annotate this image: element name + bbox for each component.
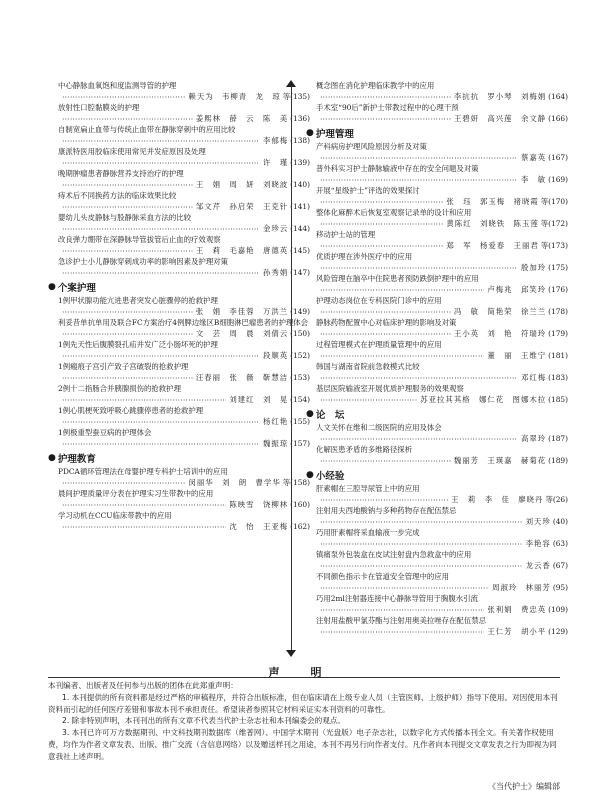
toc-entry-page: (160) [290,500,310,509]
leader-dots [320,516,523,527]
leader-dots [62,245,193,256]
toc-entry-byline [48,245,310,256]
toc-entry-title: 康派特医用胶临床使用常见并发症原因及处理 [58,147,206,156]
leader-dots [320,494,448,505]
leader-dots [62,416,260,427]
toc-entry-byline [48,157,310,168]
toc-entry-page: (138) [290,136,310,145]
toc-entry[interactable] [306,483,568,505]
toc-entry-page: (179) [548,329,568,338]
leader-dots [62,135,260,146]
leader-dots [62,267,260,278]
toc-entry-page: 等(173) [540,241,568,250]
toc-entry-byline [306,538,568,549]
toc-entry-authors: 殷加玲 [520,263,547,272]
leader-dots [320,113,451,124]
toc-entry-title: 1例极重型蚕豆病的护理体会 [58,428,152,437]
toc-entry[interactable] [306,317,568,339]
toc-entry-page: (181) [548,351,568,360]
toc-entry[interactable] [306,571,568,593]
toc-entry-page: (141) [290,202,310,211]
toc-entry-byline [48,350,310,361]
toc-entry-title: 不同颜色指示卡在管道安全管理中的应用 [316,572,450,581]
toc-entry-byline [48,306,310,317]
toc-entry-authors: 王仁芳 胡小平 [487,627,547,636]
toc-entry[interactable] [306,422,568,444]
toc-entry-authors: 王碧妍 高兴莲 余文静 [453,114,547,123]
toc-entry-title: 自制宽扁止血带与传统止血带在静脉穿刺中的应用比较 [58,125,236,134]
section-bullet-icon: ● [306,128,314,138]
toc-entry[interactable] [48,361,310,383]
toc-entry-authors: 闵丽华 刘 朗 曹学华 [188,478,281,487]
toc-entry-page: (144) [290,224,310,233]
declaration-rule [48,677,560,678]
toc-entry-byline [48,477,310,488]
toc-entry-authors: 许 瑾 [262,158,289,167]
toc-entry-authors: 刘天珍 [525,517,551,526]
leader-dots [320,604,484,615]
toc-entry-authors: 沈 怡 王亚梅 [229,522,289,531]
toc-entry-title: 概念图在消化护理临床教学中的应用 [316,81,435,90]
toc-entry-byline [306,516,568,527]
toc-entry-page: (189) [548,456,568,465]
toc-entry-title: 普外科实习护士静脉输液中存在的安全问题及对策 [316,164,479,173]
toc-entry-title: 人文关怀在维和二级医院的应用及体会 [316,423,442,432]
toc-entry-authors: 王 莉 李 佳 廖晓丹 [451,495,544,504]
toc-entry-page: (154) [290,395,310,404]
toc-entry-authors: 蔡嘉英 [520,153,547,162]
toc-entry-page: (183) [548,373,568,382]
toc-entry-title: 2例十二指肠合并胰腺损伤的抢救护理 [58,384,181,393]
toc-entry-title: 韩国与湖南省院前急救模式比较 [316,362,420,371]
toc-entry-page: (109) [548,605,568,614]
toc-entry-authors: 郑 军 杨爱春 王丽君 [446,241,539,250]
column-divider-bottom-arrow [286,650,296,657]
leader-dots [320,433,518,444]
leader-dots [320,196,443,207]
toc-entry-byline [48,499,310,510]
toc-entry-title: 1例心肌梗死致呼吸心跳骤停患者的抢救护理 [58,406,204,415]
toc-entry[interactable] [48,146,310,168]
toc-entry-byline [306,174,568,185]
toc-entry-byline [48,521,310,532]
toc-entry[interactable] [306,229,568,251]
toc-entry-byline [306,372,568,383]
toc-entry-page: (157) [290,439,310,448]
toc-entry-page: (164) [548,92,568,101]
toc-entry[interactable] [48,383,310,405]
section-heading [48,280,310,294]
toc-entry-byline [48,328,310,339]
toc-entry-byline [48,135,310,146]
toc-entry-authors: 魏丽芳 王瑛嘉 赫菊花 [453,456,547,465]
declaration-item-3: 3. 本刊已许可万方数据期刊、中文科技期刊数据库（维普网）、中国学术期刊（光盘版）电子杂志社，以数字化方式传播本刊全文。有关著作权使用费，均作为作者文章发表、出版、推广交流（含信息网络）以及赠送样刊之用途，本刊不再另行向作者支付。凡作者向本刊提交文章发表之行为即视为同意我社上述声明。 [48,728,557,761]
toc-entry-page: (185) [548,395,568,404]
toc-entry[interactable] [306,295,568,317]
toc-entry-title: 整体化麻醉术后恢复室观察记录单的设计和应用 [316,208,472,217]
toc-entry-byline [306,218,568,229]
toc-entry-page: (95) [552,583,568,592]
toc-entry[interactable] [48,405,310,427]
toc-entry-byline [306,604,568,615]
leader-dots [62,350,260,361]
toc-entry-byline [48,372,310,383]
leader-dots [320,262,518,273]
section-bullet-icon: ● [48,282,56,292]
section-bullet-icon: ● [306,470,314,480]
leader-dots [62,157,260,168]
toc-entry-page: (153) [290,373,310,382]
toc-entry-page: 等(158) [282,478,310,487]
toc-entry-byline [48,113,310,124]
toc-right-column [306,80,568,637]
toc-entry-byline [306,494,568,505]
toc-entry-page: (155) [290,417,310,426]
toc-entry-page: (152) [290,351,310,360]
toc-entry[interactable] [48,234,310,256]
toc-entry[interactable] [306,273,568,295]
toc-entry-byline [306,455,568,466]
toc-entry[interactable] [48,102,310,124]
section-bullet-icon: ● [48,453,56,463]
toc-entry-authors: 王小英 刘 艳 符瑞玲 [453,329,547,338]
toc-entry-title: 1例甲状腺功能亢进患者突发心脏骤停的抢救护理 [58,296,218,305]
toc-entry-title: 1例先天性后腹膜裂孔疝并发广泛小肠坏死的护理 [58,340,218,349]
leader-dots [320,394,417,405]
declaration-item-2: 2. 除非特别声明，本刊刊出的所有文章不代表当代护士杂志社和本刊编委会的观点。 [62,716,346,726]
toc-entry-authors: 张 珏 郭玉梅 褚晓霞 [446,197,539,206]
leader-dots [62,372,193,383]
toc-entry-page: (150) [290,329,310,338]
leader-dots [62,477,185,488]
toc-entry-page: (176) [548,285,568,294]
leader-dots [320,455,451,466]
toc-entry-page: 等(135) [282,92,310,101]
toc-entry-title: 优质护理在涉外医疗中的应用 [316,252,413,261]
toc-entry-authors: 段顺英 [262,351,289,360]
toc-entry[interactable] [306,615,568,637]
toc-entry[interactable] [48,212,310,234]
toc-entry-authors: 刘建红 刘 晃 [229,395,289,404]
toc-entry[interactable] [48,427,310,449]
toc-entry-page: (63) [552,539,568,548]
toc-entry-title: 手术室“90后”新护士带教过程中的心理干预 [316,103,459,112]
toc-entry-page: (140) [290,180,310,189]
toc-entry[interactable] [48,168,310,190]
toc-entry-page: (136) [290,114,310,123]
toc-entry-page: (187) [548,434,568,443]
section-bullet-icon: ● [306,409,314,419]
toc-entry[interactable] [306,593,568,615]
toc-entry-page: (169) [548,175,568,184]
toc-entry-byline [306,433,568,444]
section-name: 小经验 [315,471,345,482]
toc-entry-title: 中心静脉血氧饱和度监测导管的护理 [58,81,177,90]
declaration-body [48,680,560,763]
toc-entry-byline [306,284,568,295]
leader-dots [62,306,193,317]
toc-entry-title: 化解医患矛盾的多维路径探析 [316,445,413,454]
toc-entry-page: (145) [290,246,310,255]
toc-entry[interactable] [48,295,310,317]
toc-entry[interactable] [48,80,310,102]
leader-dots [62,223,260,234]
toc-entry[interactable] [48,317,310,339]
toc-entry-authors: 文 芸 周 晨 刘倩云 [195,329,289,338]
declaration-title: 声 明 [268,666,332,679]
toc-entry-authors: 董 丽 王维宁 [487,351,547,360]
toc-entry[interactable] [48,466,310,488]
toc-entry-byline [48,438,310,449]
section-name: 个案护理 [57,283,96,294]
toc-entry-title: 1例瘢痕子宫引产致子宫破裂的抢救护理 [58,362,189,371]
toc-entry[interactable] [306,361,568,383]
toc-entry-authors: 王 莉 毛嘉艳 唐德英 [195,246,289,255]
toc-entry[interactable] [48,124,310,146]
leader-dots [320,372,518,383]
toc-entry[interactable] [306,207,568,229]
toc-entry[interactable] [48,510,310,532]
toc-entry-title: 改良弹力绷带在深静脉导管拔管后止血的疗效观察 [58,235,221,244]
leader-dots [320,91,451,102]
toc-entry-page: (175) [548,263,568,272]
section-heading [306,468,568,482]
toc-entry-authors: 李 敏 [520,175,547,184]
section-heading [306,126,568,140]
toc-entry-page: (67) [552,561,568,570]
toc-entry-title: 产科病房护理风险原因分析及对策 [316,142,427,151]
toc-entry-title: 急诊护士小儿静脉穿刺成功率的影响因素及护理对策 [58,257,228,266]
toc-entry-byline [306,328,568,339]
toc-entry-byline [306,91,568,102]
toc-entry-title: 巧用肝素帽将采血输液一步完成 [316,528,420,537]
toc-entry-page: 等(26) [545,495,568,504]
toc-entry-byline [48,394,310,405]
leader-dots [62,438,260,449]
leader-dots [62,521,226,532]
toc-entry-authors: 陈映雪 饶柳林 [229,500,289,509]
toc-entry[interactable] [306,444,568,466]
toc-entry-title: 晚期肿瘤患者静脉营养支持治疗的护理 [58,169,184,178]
toc-entry-byline [306,240,568,251]
toc-entry-authors: 孙秀娟 [262,268,289,277]
toc-entry-authors: 姜熙林 薛 云 陈 美 [195,114,289,123]
leader-dots [320,626,484,637]
toc-entry-page: (139) [290,158,310,167]
toc-entry-title: 放射性口腔黏膜炎的护理 [58,103,140,112]
toc-entry-authors: 周淑玲 林丽芳 [492,583,551,592]
toc-entry-authors: 卢梅兆 邱笑玲 [487,285,547,294]
column-divider [291,86,292,651]
toc-entry-authors: 黄陈红 刘晓铁 陈玉莲 [446,219,539,228]
leader-dots [320,560,523,571]
toc-entry-title: 利妥昔单抗单用及联合FC方案治疗4例脾边缘区B细胞淋巴瘤患者的护理体会 [58,318,309,327]
toc-entry-title: PDCA循环管理法在母婴护理专科护士培训中的应用 [58,467,228,476]
toc-entry-title: 婴幼儿头皮静脉与股静脉采血方法的比较 [58,213,192,222]
declaration-intro: 本刊编者、出版者及任何参与出版的团体在此郑重声明： [48,681,238,690]
leader-dots [62,328,193,339]
toc-entry[interactable] [48,190,310,212]
leader-dots [62,179,193,190]
leader-dots [320,328,451,339]
toc-entry-byline [306,113,568,124]
toc-entry[interactable] [306,505,568,527]
toc-entry-page: (147) [290,268,310,277]
toc-entry[interactable] [48,256,310,278]
toc-entry[interactable] [306,251,568,273]
toc-entry-byline [306,306,568,317]
toc-entry-authors: 赖天为 韦柳青 龙 琼 [188,92,281,101]
toc-entry[interactable] [48,488,310,510]
toc-entry-page: (40) [552,517,568,526]
toc-entry-byline [48,91,310,102]
toc-entry-byline [306,626,568,637]
toc-entry[interactable] [306,383,568,405]
leader-dots [62,201,193,212]
toc-entry-authors: 王 娟 周 妍 刘晓波 [195,180,289,189]
leader-dots [62,113,193,124]
leader-dots [320,240,443,251]
toc-entry-authors: 李艳容 [525,539,551,548]
toc-entry[interactable] [48,339,310,361]
toc-entry-byline [306,262,568,273]
section-name: 护理管理 [315,129,354,140]
leader-dots [62,499,226,510]
section-name: 护理教育 [57,454,96,465]
toc-entry-page: (167) [548,153,568,162]
leader-dots [320,218,443,229]
leader-dots [320,306,451,317]
toc-entry-page: (162) [290,522,310,531]
toc-entry[interactable] [306,141,568,163]
toc-entry-byline [306,394,568,405]
toc-entry-title: 静脉药物配置中心对临床护理的影响及对策 [316,318,457,327]
toc-entry-title: 痔术后不同换药方法的临床效果比较 [58,191,177,200]
leader-dots [320,152,518,163]
toc-entry-title: 开展“星级护士”评选的效果探讨 [316,186,420,195]
toc-entry[interactable] [306,527,568,549]
leader-dots [320,582,489,593]
toc-entry-authors: 苏亚拉其其格 娜仁花 图娜木拉 [420,395,547,404]
toc-entry-page: (129) [548,627,568,636]
toc-entry-authors: 邓红梅 [520,373,547,382]
toc-entry-byline [48,267,310,278]
toc-entry-title: 过程管理模式在护理质量管理中的应用 [316,340,442,349]
toc-entry-title: 肝素帽在三腔导尿管上中的应用 [316,484,420,493]
toc-entry[interactable] [306,80,568,102]
declaration-signature: 《当代护士》编辑部 [488,782,560,791]
toc-entry-authors: 金珍云 [262,224,289,233]
toc-entry-title: 巧用2ml注射器连接中心静脉导管用于胸腹水引流 [316,594,478,603]
toc-entry-authors: 汪春丽 张 薇 靳慧洁 [195,373,289,382]
leader-dots [320,538,523,549]
toc-entry-title: 移动护士站的管理 [316,230,376,239]
toc-entry-byline [306,582,568,593]
toc-entry-authors: 魏振琼 [262,439,289,448]
toc-entry-byline [48,179,310,190]
section-heading [48,451,310,465]
leader-dots [320,350,484,361]
toc-entry-byline [306,196,568,207]
toc-entry-title: 镇痛泵外包装盒在皮试注射盘内急救盒中的应用 [316,550,472,559]
leader-dots [320,174,518,185]
toc-entry-authors: 张利娟 费忠英 [487,605,547,614]
toc-entry-authors: 李抗抗 罗小琴 刘梅娟 [453,92,547,101]
toc-entry-page: 等(170) [540,197,568,206]
toc-entry[interactable] [306,163,568,185]
toc-entry[interactable] [306,549,568,571]
toc-entry-title: 注射用夫西地酸钠与多种药物存在配伍禁忌 [316,506,457,515]
toc-entry-title: 基层医院输液室开展优质护理服务的效果观察 [316,384,464,393]
toc-entry-byline [306,560,568,571]
toc-entry-byline [48,223,310,234]
toc-entry[interactable] [306,102,568,124]
toc-entry-byline [306,152,568,163]
toc-entry-title: 注射用盐酸甲氯芬酯与注射用奥美拉唑存在配伍禁忌 [316,616,486,625]
toc-entry[interactable] [306,339,568,361]
toc-entry-authors: 李郁梅 [262,136,289,145]
toc-entry-title: 护理动态岗位在专科医院门诊中的应用 [316,296,442,305]
toc-left-column [48,80,310,532]
toc-entry-authors: 张 娟 李佳蓉 万洪兰 [195,307,289,316]
toc-entry-authors: 冯 敏 简艳荣 徐兰兰 [453,307,547,316]
toc-entry-page: (149) [290,307,310,316]
toc-entry-authors: 邹文芹 孙启荣 王克针 [195,202,289,211]
declaration-item-1: 1. 本刊提供的所有资料都是经过严格的审稿程序，并符合出版标准，但在临床请在上级专业人员（主管医师、上级护师）指导下使用。对因使用本刊资料而引起的任何医疗差错和事故本刊不承担责任。希望读者参照其它材料采证实本刊资料的可靠性。 [48,692,558,714]
toc-entry-byline [48,416,310,427]
toc-entry-authors: 杨红艳 [262,417,289,426]
toc-entry-title: 风险管理在脑卒中住院患者预防跌倒护理中的应用 [316,274,479,283]
toc-entry-page: (178) [548,307,568,316]
toc-entry-byline [48,201,310,212]
section-name: 论 坛 [315,410,345,421]
toc-entry-authors: 高翠玲 [520,434,547,443]
toc-entry-title: 晨间护理质量评分表在护理实习生带教中的应用 [58,489,214,498]
leader-dots [62,394,226,405]
toc-entry-authors: 龙云香 [525,561,551,570]
toc-entry-page: (166) [548,114,568,123]
toc-entry[interactable] [306,185,568,207]
leader-dots [62,91,185,102]
toc-entry-page: 等(172) [540,219,568,228]
toc-entry-title: 学习动机在CCU临床带教中的应用 [58,511,172,520]
section-heading [306,407,568,421]
toc-entry-byline [306,350,568,361]
leader-dots [320,284,484,295]
